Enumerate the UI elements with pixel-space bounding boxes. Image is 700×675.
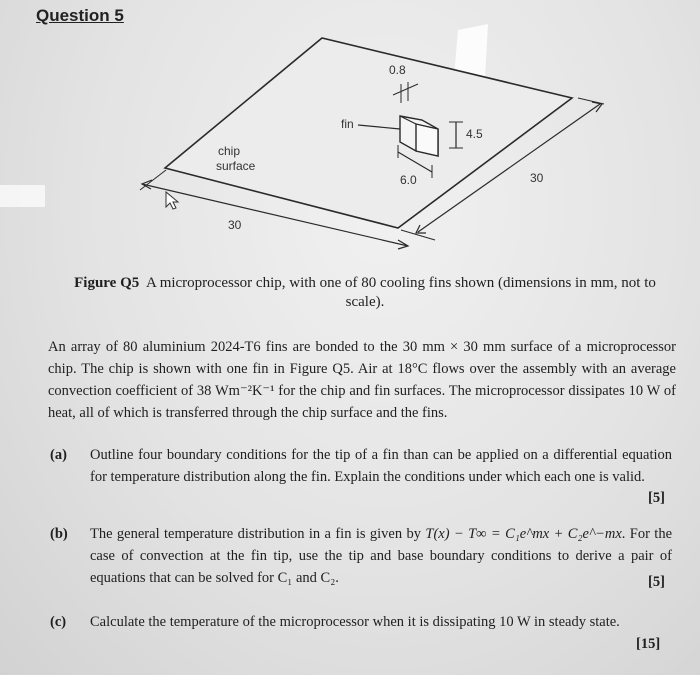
part-b-text-before: The general temperature distribution in a fin is given by <box>90 526 421 542</box>
label-thickness: 0.8 <box>389 63 406 77</box>
label-chip: chip <box>218 144 241 158</box>
part-a-text: Outline four boundary conditions for the tip of a fin than can be applied on a differential equation for temperature distribution along the fin. Explain the conditions under which each one is valid. <box>90 447 672 485</box>
caption-text: A microprocessor chip, with one of 80 cooling fins shown (dimensions in mm, not to scale). <box>145 275 656 310</box>
mouse-cursor-icon <box>166 192 178 209</box>
part-a-label: (a) <box>50 447 67 463</box>
part-a-marks: [5] <box>648 490 665 506</box>
glare-edge <box>0 185 45 207</box>
part-b-text-after: . For the case of convection at the fin tip, use the tip and base boundary conditions to derive a pair of equations that can be solved for C₁ and C₂. <box>90 526 673 586</box>
figure-caption <box>65 274 665 312</box>
part-b-equation: T(x) − T∞ = C₁e^mx + C₂e^−mx <box>425 526 622 542</box>
part-b-text <box>90 523 672 589</box>
label-side-right: 30 <box>530 171 544 185</box>
part-c-marks: [15] <box>636 636 661 652</box>
part-c-text: Calculate the temperature of the microprocessor when it is dissipating 10 W in steady state. <box>90 614 620 630</box>
question-heading: Question 5 <box>36 6 124 25</box>
chip-plate <box>165 38 572 228</box>
label-fin: fin <box>341 117 354 131</box>
dim-arrow-right-bottom <box>416 225 426 233</box>
part-c-label: (c) <box>50 614 67 630</box>
label-height: 4.5 <box>466 127 483 141</box>
part-b-marks: [5] <box>648 574 665 590</box>
label-length: 6.0 <box>400 173 417 187</box>
label-side-front: 30 <box>228 218 242 232</box>
part-b-label: (b) <box>50 526 68 542</box>
label-surface: surface <box>216 159 256 173</box>
caption-label: Figure Q5 <box>74 275 140 291</box>
problem-statement: An array of 80 aluminium 2024-T6 fins are bonded to the 30 mm × 30 mm surface of a microprocessor chip. The chip is shown with one fin in Figure Q5. Air at 18°C flows over the assembly with an average convection coefficient of 38 Wm⁻²K⁻¹ for the chip and fin surfaces. The microprocessor dissipates 10 W of heat, all of which is transferred through the chip surface and the fins. <box>48 339 676 421</box>
chip-figure <box>0 0 700 270</box>
fin-face <box>416 124 438 156</box>
ext-line-right <box>578 98 604 104</box>
